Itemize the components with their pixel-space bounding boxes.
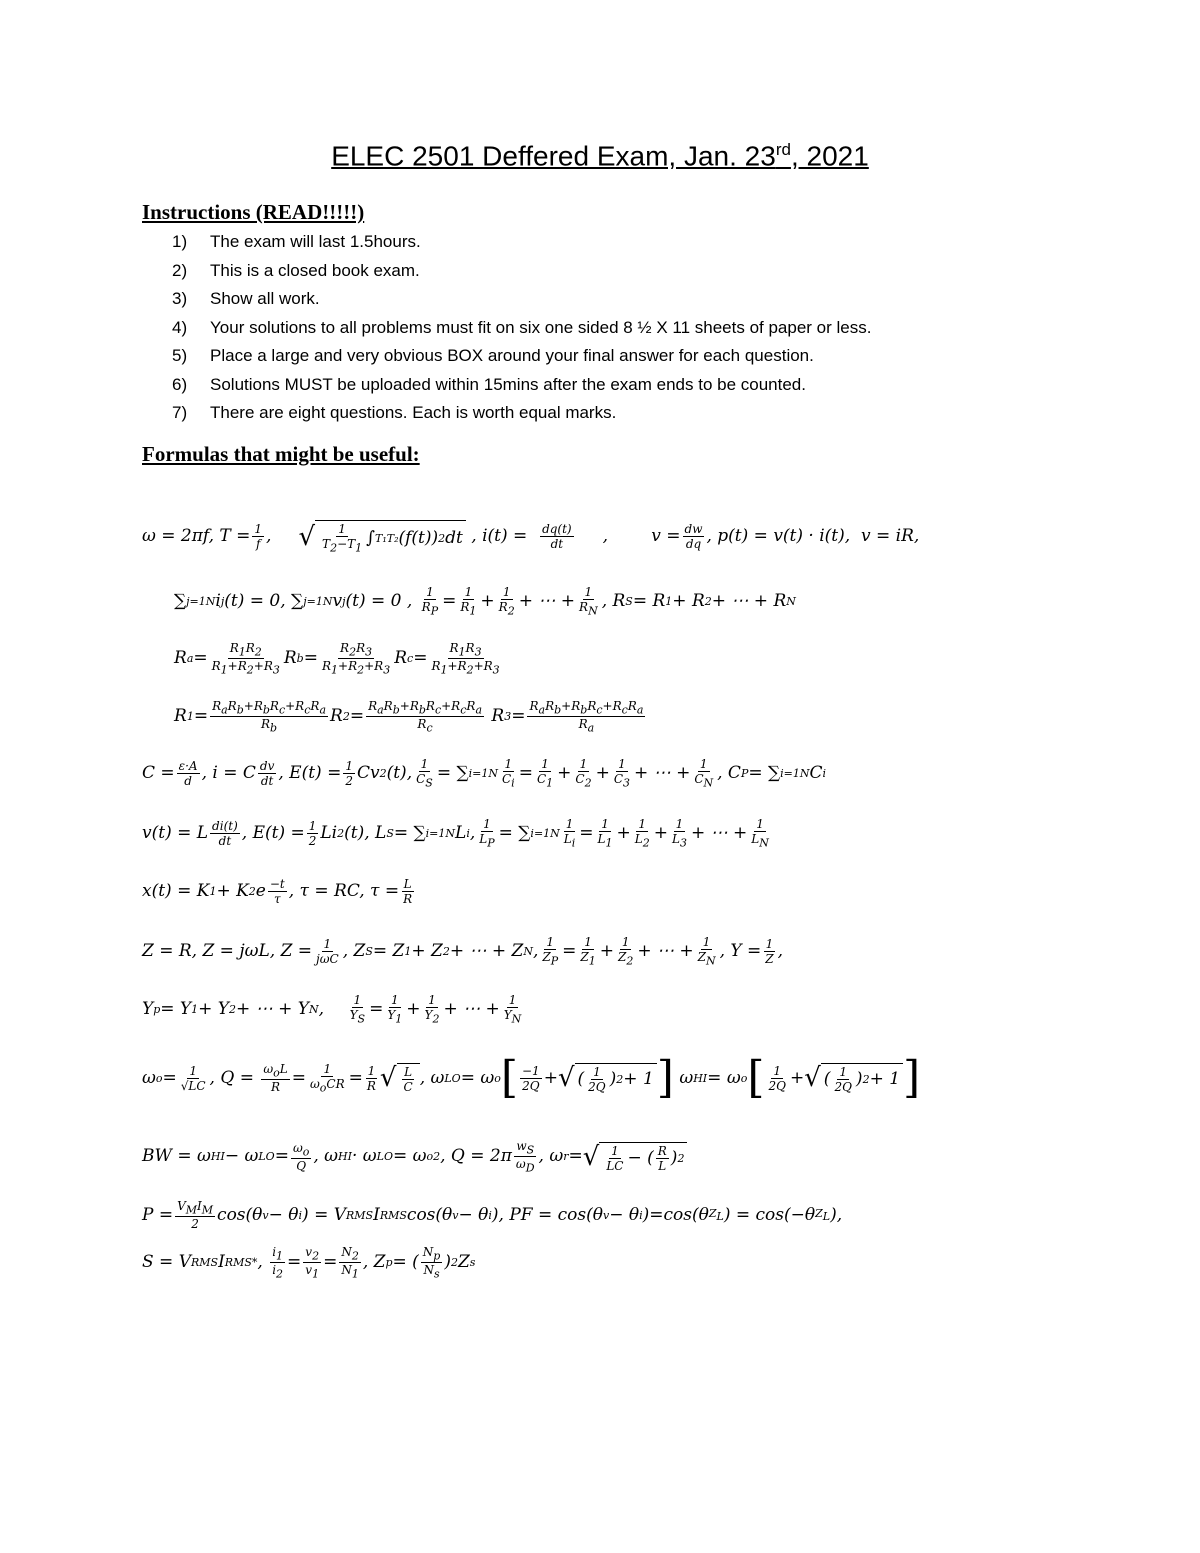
formula-line-2: ∑ j=1 N i j (t) = 0, ∑ j=1 N v j (t) = 0 , 1 $R_P$ = 1 $R_1$ + 1 $R_2$ + ⋯ + 1 $R_N$ , R S = R 1 + R 2 + ⋯ + R N [174,585,796,618]
list-item: 4) Your solutions to all problems must fit on six one sided 8 ½ X 11 sheets of paper or less. [172,317,872,337]
formula-line-4: R 1 = $R_aR_b+R_bR_c+R_cR_a$ $R_b$ R 2 = $R_aR_b+R_bR_c+R_cR_a$ $R_c$ R 3 = $R_aR_b+R_bR_c+R_cR_a$ $R_a$ [174,699,644,735]
list-item: 7) There are eight questions. Each is worth equal marks. [172,403,617,422]
formula-line-9: Y p = Y 1 + Y 2 + ⋯ + Y N , 1 $Y_S$ = 1 $Y_1$ + 1 $Y_2$ + ⋯ + 1 $Y_N$ [142,993,522,1026]
formulas-heading: Formulas that might be useful: [142,442,420,466]
exam-title: ELEC 2501 Deffered Exam, Jan. 23rd, 2021 [331,140,869,172]
instructions-heading: Instructions (READ!!!!!) [142,200,365,224]
formula-line-8: Z = R, Z = jωL, Z = 1 jωC , Z S = Z 1 + Z 2 + ⋯ + Z N , 1 $Z_P$ = 1 $Z_1$ + 1 $Z_2$ + ⋯ + 1 $Z_N$ , Y = 1 Z , [142,935,784,968]
formula-line-13: S = V RMS I RMS * , $i_1$ $i_2$ = $v_2$ $v_1$ = $N_2$ $N_1$ , Z p = ( $N_p$ $N_s$ ) 2 Z s [142,1245,476,1281]
list-item: 5) Place a large and very obvious BOX around your final answer for each question. [172,346,814,365]
list-item: 1) The exam will last 1.5hours. [172,232,421,251]
formula-line-10: ω o = 1 √LC , Q = $\omega_oL$ R = 1 $\omega_oCR$ = 1 R √ L C , ω LO = ω o [ −1 2Q + √ ( 1 2Q ) 2 + 1 ] ω HI = ω o [ 1 2Q + √ ( 1 2Q ) 2 + 1 ] [142,1052,921,1103]
formula-line-12: P = $V_MI_M$ 2 cos(θ v − θ i ) = V RMS I RMS cos(θ v − θ i ), PF = cos(θ v − θ i )=cos(θ $Z_L$ ) = cos(−θ $Z_L$ ), [142,1199,843,1232]
list-item: 3) Show all work. [172,289,320,308]
formula-line-5: C = ε·A d , i = C dv dt , E(t) = 1 2 Cv 2 (t), 1 $C_S$ = ∑ i=1 N 1 $C_i$ = 1 $C_1$ + 1 $C_2$ + 1 $C_3$ + ⋯ + 1 $C_N$ , C P = ∑ i=1 N C i [142,757,827,790]
list-item: 6) Solutions MUST be uploaded within 15mins after the exam ends to be counted. [172,374,806,394]
formula-line-1: ω = 2πf, T = 1 f , √ 1 $T_2-T_1$ ∫ T₁ T₂ (f(t)) 2 dt , i(t) = dq(t) dt , v = dw dq , p(t) = v(t) · i(t), v = iR, [142,521,920,555]
list-item: 2) This is a closed book exam. [172,260,420,280]
formula-line-11: BW = ω HI − ω LO = $\omega_o$ Q , ω HI · ω LO = ω o 2 , Q = 2π $w_S$ $\omega_D$ , ω r = √ 1 LC − ( R L ) 2 [142,1140,687,1174]
formula-line-7: x(t) = K 1 + K 2 e $\frac{-t}{\tau}$ , τ = RC, τ = L R [142,877,413,906]
formula-line-6: v(t) = L di(t) dt , E(t) = 1 2 Li 2 (t), L S = ∑ i=1 N L i , 1 $L_P$ = ∑ i=1 N 1 $L_i$ = 1 $L_1$ + 1 $L_2$ + 1 $L_3$ + ⋯ + 1 $L_N$ [142,817,769,850]
instructions-list [172,228,871,428]
formula-line-3: R a = $R_1R_2$ $R_1+R_2+R_3$ R b = $R_2R_3$ $R_1+R_2+R_3$ R c = $R_1R_3$ $R_1+R_2+R_3$ [174,641,500,677]
